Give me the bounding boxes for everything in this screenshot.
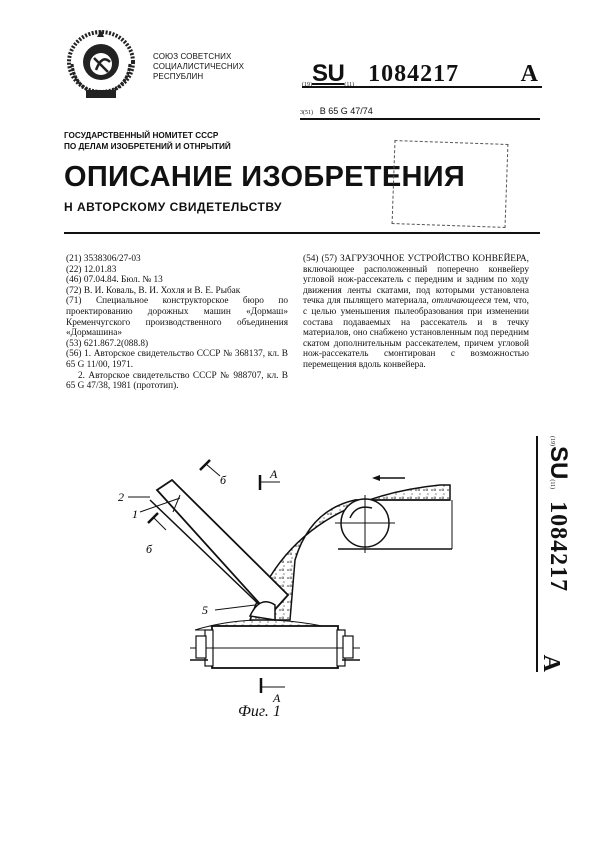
library-stamp [392, 140, 509, 228]
chute [157, 480, 288, 615]
side-patent-kind: A [538, 654, 564, 672]
union-line: СОЦИАЛИСТИЧЕСНИХ [153, 62, 245, 71]
bibliographic-data [66, 254, 288, 392]
biblio-entry: (22) 12.01.83 [66, 264, 117, 275]
document-title: ОПИСАНИЕ ИЗОБРЕТЕНИЯ [64, 161, 465, 193]
abstract-text: тем, что, с целью уменьшения пылеобразования при изменении состава подаваемых на рассекатель и в течку материалов, оно снабжено установленным под передним скатом дополнительным рассекателем, причем угловой нож-рассекатель смонтирован с возможностью перемещения вдоль конвейера. [303, 296, 529, 370]
label-section-b-top: б [220, 473, 227, 487]
patent-number: 1084217 [368, 61, 460, 87]
ussr-emblem-icon [64, 24, 138, 102]
union-name [153, 52, 244, 82]
union-line: СОЮЗ СОВЕТСНИХ [153, 52, 232, 61]
biblio-entry: (71) Специальное конструкторское бюро по проектированию дорожных машин «Дормаш» Кременчугского производственного объединения «Дормашина» [66, 296, 288, 339]
ipc-value: B 65 G 47/74 [319, 106, 373, 116]
label-part-5: 5 [202, 603, 208, 617]
patent-number-block [302, 60, 542, 88]
figure-caption: Фиг. 1 [238, 703, 281, 720]
header-divider [64, 232, 540, 234]
country-code-label: (19) [302, 82, 312, 88]
label-part-2: 2 [118, 490, 124, 504]
side-country-code-label: (19) [549, 436, 555, 446]
abstract-italic: отличающееся [431, 296, 492, 307]
abstract [303, 254, 529, 371]
drum [212, 626, 338, 668]
committee-line: ПО ДЕЛАМ ИЗОБРЕТЕНИЙ И ОТНРЫТИЙ [64, 142, 231, 151]
figure-1-drawing [110, 440, 530, 740]
biblio-entry: (56) 1. Авторское свидетельство СССР № 368137, кл. В 65 G 11/00, 1971. [66, 349, 288, 370]
union-line: РЕСПУБЛИН [153, 72, 204, 81]
committee-name [64, 130, 231, 152]
abstract-heading: ЗАГРУЗОЧНОЕ УСТРОЙСТВО КОНВЕЙЕРА, [339, 254, 529, 264]
committee-line: ГОСУДАРСТВЕННЫЙ НОМИТЕТ СССР [64, 131, 219, 140]
label-section-a-bottom: A [273, 691, 281, 705]
abstract-codes: (54) (57) [303, 254, 337, 264]
biblio-entry: (21) 3538306/27-03 [66, 254, 141, 264]
biblio-entry: (53) 621.867.2(088.8) [66, 338, 149, 349]
patent-kind: A [520, 61, 538, 87]
biblio-entry: (72) В. И. Коваль, В. И. Хохля и В. Е. Рыбак [66, 285, 241, 296]
side-patent-number: 1084217 [545, 501, 571, 593]
abstract-text: включающее расположенный поперечно конвейеру угловой нож-рассекатель с передним и задним по ходу движения ленты скатами, под которыми установлена течка для пылящего материала, [303, 264, 529, 307]
side-patent-number [528, 436, 572, 672]
label-section-b-bottom: б [146, 542, 153, 556]
country-code: SU [312, 60, 345, 87]
side-number-code-label: (11) [549, 479, 555, 490]
cutter [250, 602, 275, 620]
side-country-code: SU [545, 446, 572, 480]
biblio-entry: (46) 07.04.84. Бюл. № 13 [66, 275, 163, 286]
ipc-classification [300, 106, 540, 120]
number-code-label: (11) [344, 82, 355, 88]
ipc-code-label: 3(51) [300, 110, 313, 116]
document-subtitle: Н АВТОРСКОМУ СВИДЕТЕЛЬСТВУ [64, 200, 283, 214]
label-part-1: 1 [132, 507, 138, 521]
biblio-entry: 2. Авторское свидетельство СССР № 988707, кл. В 65 G 47/38, 1981 (прототип). [66, 370, 288, 392]
label-section-a-top: A [270, 467, 278, 481]
